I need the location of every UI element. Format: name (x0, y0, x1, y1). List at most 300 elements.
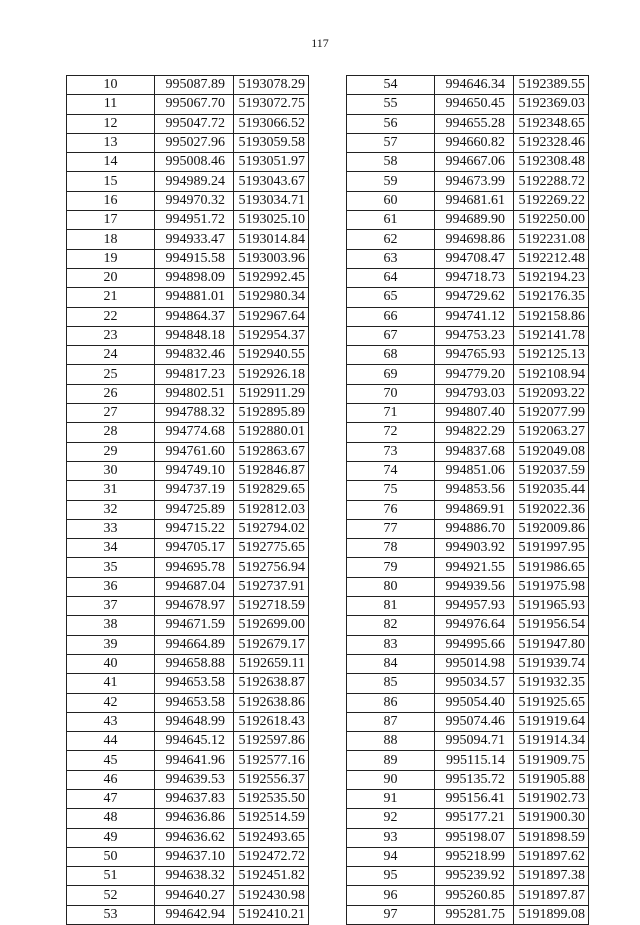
point-number-cell: 72 (347, 423, 435, 442)
table-row (347, 674, 589, 693)
x-coordinate-cell: 994636.62 (155, 828, 234, 847)
y-coordinate-cell: 5191925.65 (514, 693, 589, 712)
y-coordinate-cell: 5192250.00 (514, 211, 589, 230)
point-number-cell: 73 (347, 442, 435, 461)
x-coordinate-cell: 994921.55 (435, 558, 514, 577)
x-coordinate-cell: 995239.92 (435, 867, 514, 886)
table-row (67, 95, 309, 114)
y-coordinate-cell: 5192194.23 (514, 268, 589, 287)
table-row (67, 616, 309, 635)
point-number-cell: 27 (67, 404, 155, 423)
x-coordinate-cell: 994817.23 (155, 365, 234, 384)
point-number-cell: 23 (67, 326, 155, 345)
y-coordinate-cell: 5192535.50 (234, 789, 309, 808)
table-row (67, 770, 309, 789)
x-coordinate-cell: 994848.18 (155, 326, 234, 345)
y-coordinate-cell: 5192846.87 (234, 461, 309, 480)
y-coordinate-cell: 5191932.35 (514, 674, 589, 693)
x-coordinate-cell: 994725.89 (155, 500, 234, 519)
point-number-cell: 69 (347, 365, 435, 384)
point-number-cell: 38 (67, 616, 155, 635)
table-row (347, 268, 589, 287)
y-coordinate-cell: 5192940.55 (234, 346, 309, 365)
y-coordinate-cell: 5192141.78 (514, 326, 589, 345)
y-coordinate-cell: 5192926.18 (234, 365, 309, 384)
y-coordinate-cell: 5192231.08 (514, 230, 589, 249)
x-coordinate-cell: 994655.28 (435, 114, 514, 133)
page-number: 117 (311, 36, 329, 50)
y-coordinate-cell: 5191947.80 (514, 635, 589, 654)
table-row (347, 346, 589, 365)
x-coordinate-cell: 994689.90 (435, 211, 514, 230)
y-coordinate-cell: 5192895.89 (234, 404, 309, 423)
y-coordinate-cell: 5192077.99 (514, 404, 589, 423)
point-number-cell: 20 (67, 268, 155, 287)
y-coordinate-cell: 5192577.16 (234, 751, 309, 770)
y-coordinate-cell: 5192756.94 (234, 558, 309, 577)
y-coordinate-cell: 5192063.27 (514, 423, 589, 442)
table-row (347, 133, 589, 152)
table-row (347, 404, 589, 423)
point-number-cell: 83 (347, 635, 435, 654)
table-row (67, 481, 309, 500)
x-coordinate-cell: 994673.99 (435, 172, 514, 191)
x-coordinate-cell: 994761.60 (155, 442, 234, 461)
y-coordinate-cell: 5191897.38 (514, 867, 589, 886)
x-coordinate-cell: 995198.07 (435, 828, 514, 847)
y-coordinate-cell: 5192679.17 (234, 635, 309, 654)
point-number-cell: 78 (347, 539, 435, 558)
point-number-cell: 14 (67, 153, 155, 172)
table-row (347, 635, 589, 654)
x-coordinate-cell: 994903.92 (435, 539, 514, 558)
x-coordinate-cell: 994648.99 (155, 712, 234, 731)
point-number-cell: 80 (347, 577, 435, 596)
x-coordinate-cell: 994807.40 (435, 404, 514, 423)
y-coordinate-cell: 5192618.43 (234, 712, 309, 731)
table-row (347, 442, 589, 461)
y-coordinate-cell: 5192863.67 (234, 442, 309, 461)
point-number-cell: 37 (67, 597, 155, 616)
y-coordinate-cell: 5191897.87 (514, 886, 589, 905)
x-coordinate-cell: 994653.58 (155, 693, 234, 712)
x-coordinate-cell: 994660.82 (435, 133, 514, 152)
table-row (347, 365, 589, 384)
table-row (347, 809, 589, 828)
x-coordinate-cell: 995177.21 (435, 809, 514, 828)
point-number-cell: 35 (67, 558, 155, 577)
x-coordinate-cell: 994851.06 (435, 461, 514, 480)
table-row (347, 481, 589, 500)
x-coordinate-cell: 994678.97 (155, 597, 234, 616)
table-row (67, 230, 309, 249)
y-coordinate-cell: 5192659.11 (234, 654, 309, 673)
y-coordinate-cell: 5192451.82 (234, 867, 309, 886)
y-coordinate-cell: 5193043.67 (234, 172, 309, 191)
table-row (347, 751, 589, 770)
x-coordinate-cell: 994753.23 (435, 326, 514, 345)
point-number-cell: 45 (67, 751, 155, 770)
table-row (67, 404, 309, 423)
y-coordinate-cell: 5191899.08 (514, 905, 589, 924)
x-coordinate-cell: 994708.47 (435, 249, 514, 268)
point-number-cell: 58 (347, 153, 435, 172)
table-row (67, 133, 309, 152)
point-number-cell: 70 (347, 384, 435, 403)
point-number-cell: 13 (67, 133, 155, 152)
x-coordinate-cell: 995008.46 (155, 153, 234, 172)
point-number-cell: 67 (347, 326, 435, 345)
point-number-cell: 54 (347, 76, 435, 95)
y-coordinate-cell: 5191897.62 (514, 847, 589, 866)
table-row (347, 230, 589, 249)
y-coordinate-cell: 5192269.22 (514, 191, 589, 210)
table-row (67, 905, 309, 924)
table-row (67, 712, 309, 731)
x-coordinate-cell: 994989.24 (155, 172, 234, 191)
point-number-cell: 34 (67, 539, 155, 558)
y-coordinate-cell: 5193003.96 (234, 249, 309, 268)
x-coordinate-cell: 994864.37 (155, 307, 234, 326)
table-row (67, 693, 309, 712)
table-row (67, 674, 309, 693)
x-coordinate-cell: 994765.93 (435, 346, 514, 365)
point-number-cell: 89 (347, 751, 435, 770)
y-coordinate-cell: 5193072.75 (234, 95, 309, 114)
x-coordinate-cell: 994664.89 (155, 635, 234, 654)
table-row (67, 384, 309, 403)
point-number-cell: 53 (67, 905, 155, 924)
table-body-left (67, 76, 309, 925)
x-coordinate-cell: 995087.89 (155, 76, 234, 95)
table-row (347, 886, 589, 905)
y-coordinate-cell: 5193066.52 (234, 114, 309, 133)
x-coordinate-cell: 994687.04 (155, 577, 234, 596)
table-row (347, 191, 589, 210)
point-number-cell: 82 (347, 616, 435, 635)
x-coordinate-cell: 994681.61 (435, 191, 514, 210)
table-row (347, 558, 589, 577)
point-number-cell: 36 (67, 577, 155, 596)
y-coordinate-cell: 5192022.36 (514, 500, 589, 519)
table-row (347, 539, 589, 558)
point-number-cell: 74 (347, 461, 435, 480)
y-coordinate-cell: 5192472.72 (234, 847, 309, 866)
y-coordinate-cell: 5192410.21 (234, 905, 309, 924)
point-number-cell: 85 (347, 674, 435, 693)
x-coordinate-cell: 995034.57 (435, 674, 514, 693)
table-row (67, 114, 309, 133)
point-number-cell: 90 (347, 770, 435, 789)
y-coordinate-cell: 5193034.71 (234, 191, 309, 210)
point-number-cell: 93 (347, 828, 435, 847)
x-coordinate-cell: 995067.70 (155, 95, 234, 114)
table-row (67, 867, 309, 886)
x-coordinate-cell: 994650.45 (435, 95, 514, 114)
table-row (347, 423, 589, 442)
y-coordinate-cell: 5191898.59 (514, 828, 589, 847)
x-coordinate-cell: 994637.83 (155, 789, 234, 808)
table-row (67, 153, 309, 172)
point-number-cell: 43 (67, 712, 155, 731)
table-row (67, 172, 309, 191)
point-number-cell: 81 (347, 597, 435, 616)
point-number-cell: 88 (347, 732, 435, 751)
x-coordinate-cell: 994646.34 (435, 76, 514, 95)
y-coordinate-cell: 5192369.03 (514, 95, 589, 114)
table-row (67, 789, 309, 808)
point-number-cell: 55 (347, 95, 435, 114)
table-row (347, 693, 589, 712)
table-row (347, 828, 589, 847)
table-row (67, 326, 309, 345)
y-coordinate-cell: 5192176.35 (514, 288, 589, 307)
y-coordinate-cell: 5191956.54 (514, 616, 589, 635)
x-coordinate-cell: 994853.56 (435, 481, 514, 500)
table-row (67, 211, 309, 230)
point-number-cell: 10 (67, 76, 155, 95)
point-number-cell: 48 (67, 809, 155, 828)
table-row (67, 346, 309, 365)
x-coordinate-cell: 994951.72 (155, 211, 234, 230)
y-coordinate-cell: 5191909.75 (514, 751, 589, 770)
y-coordinate-cell: 5193059.58 (234, 133, 309, 152)
point-number-cell: 19 (67, 249, 155, 268)
point-number-cell: 86 (347, 693, 435, 712)
point-number-cell: 97 (347, 905, 435, 924)
table-row (347, 867, 589, 886)
table-row (347, 384, 589, 403)
point-number-cell: 59 (347, 172, 435, 191)
table-row (67, 461, 309, 480)
y-coordinate-cell: 5192812.03 (234, 500, 309, 519)
y-coordinate-cell: 5192493.65 (234, 828, 309, 847)
table-row (67, 288, 309, 307)
y-coordinate-cell: 5193014.84 (234, 230, 309, 249)
point-number-cell: 25 (67, 365, 155, 384)
point-number-cell: 79 (347, 558, 435, 577)
x-coordinate-cell: 994658.88 (155, 654, 234, 673)
y-coordinate-cell: 5192597.86 (234, 732, 309, 751)
x-coordinate-cell: 995047.72 (155, 114, 234, 133)
point-number-cell: 47 (67, 789, 155, 808)
x-coordinate-cell: 995260.85 (435, 886, 514, 905)
table-row (347, 577, 589, 596)
y-coordinate-cell: 5193051.97 (234, 153, 309, 172)
table-row (347, 211, 589, 230)
x-coordinate-cell: 994640.27 (155, 886, 234, 905)
x-coordinate-cell: 995094.71 (435, 732, 514, 751)
table-row (67, 828, 309, 847)
y-coordinate-cell: 5192638.87 (234, 674, 309, 693)
x-coordinate-cell: 994995.66 (435, 635, 514, 654)
point-number-cell: 63 (347, 249, 435, 268)
table-row (347, 172, 589, 191)
table-row (347, 95, 589, 114)
x-coordinate-cell: 994822.29 (435, 423, 514, 442)
point-number-cell: 42 (67, 693, 155, 712)
y-coordinate-cell: 5192037.59 (514, 461, 589, 480)
point-number-cell: 41 (67, 674, 155, 693)
x-coordinate-cell: 994671.59 (155, 616, 234, 635)
table-row (67, 751, 309, 770)
y-coordinate-cell: 5192158.86 (514, 307, 589, 326)
table-row (67, 268, 309, 287)
y-coordinate-cell: 5192035.44 (514, 481, 589, 500)
table-body-right (347, 76, 589, 925)
x-coordinate-cell: 994939.56 (435, 577, 514, 596)
table-row (67, 423, 309, 442)
point-number-cell: 56 (347, 114, 435, 133)
table-row (347, 597, 589, 616)
table-row (67, 307, 309, 326)
y-coordinate-cell: 5191986.65 (514, 558, 589, 577)
x-coordinate-cell: 995135.72 (435, 770, 514, 789)
y-coordinate-cell: 5191965.93 (514, 597, 589, 616)
table-row (347, 307, 589, 326)
point-number-cell: 18 (67, 230, 155, 249)
point-number-cell: 77 (347, 519, 435, 538)
x-coordinate-cell: 994976.64 (435, 616, 514, 635)
y-coordinate-cell: 5192125.13 (514, 346, 589, 365)
x-coordinate-cell: 995027.96 (155, 133, 234, 152)
point-number-cell: 76 (347, 500, 435, 519)
x-coordinate-cell: 994715.22 (155, 519, 234, 538)
y-coordinate-cell: 5192108.94 (514, 365, 589, 384)
x-coordinate-cell: 994695.78 (155, 558, 234, 577)
point-number-cell: 84 (347, 654, 435, 673)
table-row (67, 500, 309, 519)
x-coordinate-cell: 994915.58 (155, 249, 234, 268)
point-number-cell: 17 (67, 211, 155, 230)
table-row (347, 712, 589, 731)
point-number-cell: 71 (347, 404, 435, 423)
table-row (347, 616, 589, 635)
table-row (347, 847, 589, 866)
point-number-cell: 32 (67, 500, 155, 519)
x-coordinate-cell: 994970.32 (155, 191, 234, 210)
x-coordinate-cell: 994749.10 (155, 461, 234, 480)
table-row (347, 789, 589, 808)
table-row (67, 539, 309, 558)
x-coordinate-cell: 994788.32 (155, 404, 234, 423)
point-number-cell: 44 (67, 732, 155, 751)
x-coordinate-cell: 994639.53 (155, 770, 234, 789)
x-coordinate-cell: 994637.10 (155, 847, 234, 866)
x-coordinate-cell: 995014.98 (435, 654, 514, 673)
point-number-cell: 15 (67, 172, 155, 191)
y-coordinate-cell: 5192514.59 (234, 809, 309, 828)
table-row (347, 519, 589, 538)
y-coordinate-cell: 5192980.34 (234, 288, 309, 307)
point-number-cell: 29 (67, 442, 155, 461)
x-coordinate-cell: 994837.68 (435, 442, 514, 461)
table-row (67, 732, 309, 751)
point-number-cell: 49 (67, 828, 155, 847)
x-coordinate-cell: 995074.46 (435, 712, 514, 731)
point-number-cell: 75 (347, 481, 435, 500)
point-number-cell: 60 (347, 191, 435, 210)
table-row (67, 809, 309, 828)
point-number-cell: 92 (347, 809, 435, 828)
y-coordinate-cell: 5192992.45 (234, 268, 309, 287)
point-number-cell: 87 (347, 712, 435, 731)
x-coordinate-cell: 994881.01 (155, 288, 234, 307)
point-number-cell: 65 (347, 288, 435, 307)
table-row (347, 770, 589, 789)
y-coordinate-cell: 5192389.55 (514, 76, 589, 95)
x-coordinate-cell: 994774.68 (155, 423, 234, 442)
point-number-cell: 66 (347, 307, 435, 326)
table-row (67, 597, 309, 616)
table-row (67, 76, 309, 95)
table-row (347, 153, 589, 172)
y-coordinate-cell: 5192049.08 (514, 442, 589, 461)
y-coordinate-cell: 5193025.10 (234, 211, 309, 230)
point-number-cell: 52 (67, 886, 155, 905)
point-number-cell: 57 (347, 133, 435, 152)
point-number-cell: 33 (67, 519, 155, 538)
y-coordinate-cell: 5192556.37 (234, 770, 309, 789)
point-number-cell: 46 (67, 770, 155, 789)
table-row (347, 288, 589, 307)
y-coordinate-cell: 5192718.59 (234, 597, 309, 616)
x-coordinate-cell: 994933.47 (155, 230, 234, 249)
y-coordinate-cell: 5192775.65 (234, 539, 309, 558)
table-row (67, 442, 309, 461)
x-coordinate-cell: 994698.86 (435, 230, 514, 249)
table-row (347, 500, 589, 519)
table-row (67, 577, 309, 596)
table-row (67, 635, 309, 654)
table-row (67, 654, 309, 673)
y-coordinate-cell: 5192954.37 (234, 326, 309, 345)
y-coordinate-cell: 5192288.72 (514, 172, 589, 191)
point-number-cell: 22 (67, 307, 155, 326)
x-coordinate-cell: 995218.99 (435, 847, 514, 866)
point-number-cell: 95 (347, 867, 435, 886)
point-number-cell: 28 (67, 423, 155, 442)
y-coordinate-cell: 5191900.30 (514, 809, 589, 828)
point-number-cell: 31 (67, 481, 155, 500)
x-coordinate-cell: 994642.94 (155, 905, 234, 924)
point-number-cell: 30 (67, 461, 155, 480)
x-coordinate-cell: 994886.70 (435, 519, 514, 538)
table-row (347, 461, 589, 480)
y-coordinate-cell: 5191902.73 (514, 789, 589, 808)
y-coordinate-cell: 5192308.48 (514, 153, 589, 172)
table-row (347, 732, 589, 751)
table-row (67, 249, 309, 268)
coordinates-table-right (346, 75, 589, 925)
x-coordinate-cell: 994705.17 (155, 539, 234, 558)
x-coordinate-cell: 994779.20 (435, 365, 514, 384)
point-number-cell: 16 (67, 191, 155, 210)
y-coordinate-cell: 5192967.64 (234, 307, 309, 326)
x-coordinate-cell: 994741.12 (435, 307, 514, 326)
x-coordinate-cell: 994718.73 (435, 268, 514, 287)
table-row (347, 249, 589, 268)
table-row (347, 654, 589, 673)
x-coordinate-cell: 994793.03 (435, 384, 514, 403)
point-number-cell: 40 (67, 654, 155, 673)
y-coordinate-cell: 5191919.64 (514, 712, 589, 731)
coordinates-table-left (66, 75, 309, 925)
table-row (347, 76, 589, 95)
x-coordinate-cell: 994802.51 (155, 384, 234, 403)
x-coordinate-cell: 994957.93 (435, 597, 514, 616)
y-coordinate-cell: 5191975.98 (514, 577, 589, 596)
